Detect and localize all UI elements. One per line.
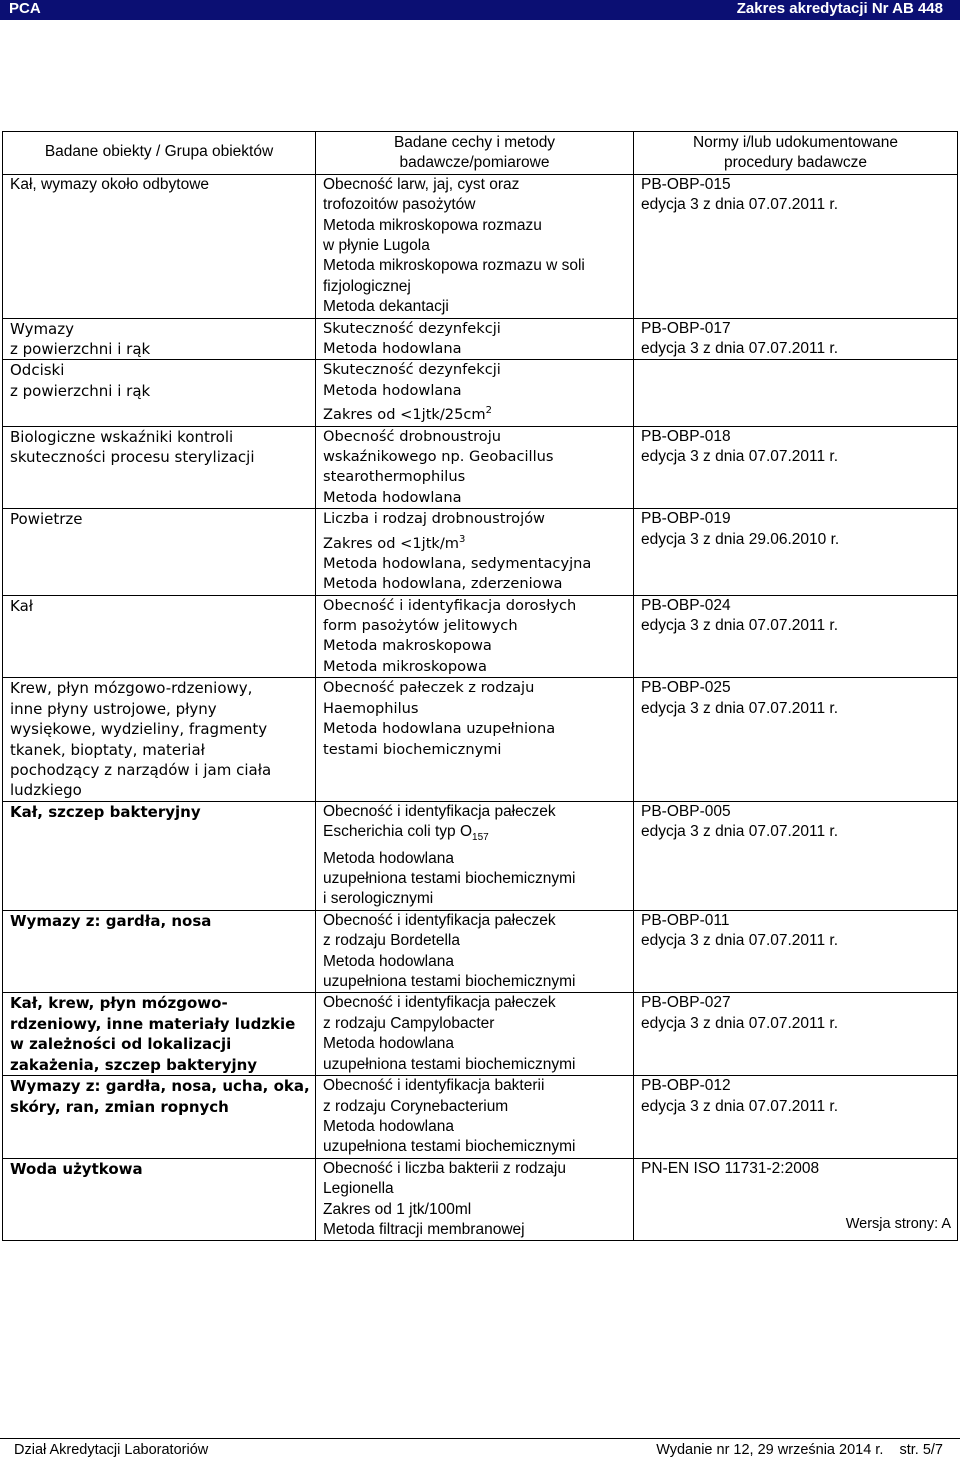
cell-text: PB-OBP-005 [641, 802, 731, 820]
cell-line [10, 780, 315, 800]
cell-text: uzupełniona testami biochemicznymi [323, 973, 576, 991]
cell-line [10, 802, 315, 822]
cell-text: Zakres od <1jtk/m [323, 534, 459, 552]
cell-text: Krew, płyn mózgowo-rdzeniowy, [10, 679, 253, 698]
cell-line [323, 1117, 633, 1137]
cell-text: form pasożytów jelitowych [323, 617, 518, 635]
cell-line [641, 427, 957, 447]
methods-cell [316, 509, 634, 595]
cell-text: Metoda hodowlana uzupełniona [323, 720, 556, 738]
cell-line [10, 1014, 315, 1034]
cell-text: Metoda mikroskopowa rozmazu w soli [323, 257, 585, 275]
cell-line [323, 1179, 633, 1199]
cell-line [10, 1055, 315, 1075]
cell-text: z rodzaju Bordetella [323, 932, 460, 950]
table-row [3, 993, 958, 1076]
cell-text: Liczba i rodzaj drobnoustrojów [323, 510, 545, 528]
cell-text: edycja 3 z dnia 07.07.2011 r. [641, 1097, 839, 1115]
cell-text: skóry, ran, zmian ropnych [10, 1097, 229, 1116]
cell-text: PB-OBP-024 [641, 596, 731, 614]
cell-text: Obecność drobnoustroju [323, 427, 501, 445]
cell-line [323, 1159, 633, 1179]
cell-text: Obecność i identyfikacja pałeczek [323, 911, 556, 929]
cell-text: Metoda mikroskopowa rozmazu [323, 216, 542, 234]
cell-line [323, 401, 633, 425]
table-row [3, 1158, 958, 1241]
cell-line [10, 319, 315, 339]
cell-text: Obecność i liczba bakterii z rodzaju [323, 1159, 566, 1177]
cell-line [323, 931, 633, 951]
cell-text: PB-OBP-012 [641, 1077, 731, 1095]
object-cell [3, 509, 316, 595]
cell-line [323, 277, 633, 297]
cell-line [323, 1014, 633, 1034]
cell-line [323, 636, 633, 656]
cell-line [323, 802, 633, 822]
cell-text: Metoda makroskopowa [323, 637, 492, 655]
page-header [0, 0, 960, 20]
cell-text: PB-OBP-017 [641, 319, 731, 337]
cell-text: edycja 3 z dnia 07.07.2011 r. [641, 340, 839, 358]
cell-text: PB-OBP-019 [641, 510, 731, 528]
cell-line [323, 822, 633, 849]
cell-text: Zakres od <1jtk/25cm [323, 406, 486, 424]
cell-line [323, 256, 633, 276]
cell-text: Metoda hodowlana [323, 952, 454, 970]
cell-text: Haemophilus [323, 699, 419, 717]
object-cell [3, 1158, 316, 1241]
table-row [3, 678, 958, 801]
table-row [3, 318, 958, 360]
cell-line [323, 869, 633, 889]
cell-line [323, 952, 633, 972]
cell-text: Metoda hodowlana [323, 340, 462, 358]
methods-cell [316, 801, 634, 910]
cell-text: wysiękowe, wydzieliny, fragmenty [10, 720, 268, 739]
cell-line [323, 467, 633, 487]
cell-line [323, 972, 633, 992]
cell-line [323, 509, 633, 529]
cell-text: Obecność i identyfikacja pałeczek [323, 994, 556, 1012]
cell-line [323, 360, 633, 380]
cell-line [641, 530, 957, 550]
cell-text: Metoda hodowlana [323, 1035, 454, 1053]
cell-text: Kał [10, 596, 34, 615]
cell-line [323, 1034, 633, 1054]
cell-text: PB-OBP-025 [641, 679, 731, 697]
cell-line [323, 616, 633, 636]
table-row [3, 1076, 958, 1159]
methods-cell [316, 174, 634, 318]
cell-text: z powierzchni i rąk [10, 340, 151, 359]
cell-line [323, 195, 633, 215]
table-header-row [3, 132, 958, 175]
cell-text: edycja 3 z dnia 07.07.2011 r. [641, 1014, 839, 1032]
cell-text: rdzeniowy, inne materiały ludzkie [10, 1014, 296, 1033]
norms-cell [634, 801, 958, 910]
cell-text: Obecność i identyfikacja dorosłych [323, 596, 577, 614]
norms-cell [634, 360, 958, 426]
cell-text: tkanek, bioptaty, materiał [10, 740, 205, 759]
cell-line [323, 699, 633, 719]
cell-text: Obecność i identyfikacja bakterii [323, 1077, 545, 1095]
methods-cell [316, 993, 634, 1076]
cell-text: PB-OBP-018 [641, 427, 731, 445]
norms-cell [634, 426, 958, 509]
cell-line [323, 657, 633, 677]
cell-line [10, 1097, 315, 1117]
cell-line [323, 911, 633, 931]
table-row [3, 509, 958, 595]
cell-line [10, 1076, 315, 1096]
cell-text: Skuteczność dezynfekcji [323, 361, 501, 379]
table-row [3, 595, 958, 678]
cell-line [641, 596, 957, 616]
object-cell [3, 910, 316, 993]
cell-text: edycja 3 z dnia 07.07.2011 r. [641, 447, 839, 465]
object-cell [3, 426, 316, 509]
cell-line [323, 596, 633, 616]
cell-text: uzupełniona testami biochemicznymi [323, 870, 576, 888]
cell-line [323, 447, 633, 467]
cell-text: Metoda hodowlana, sedymentacyjna [323, 554, 592, 572]
column-header-line: Normy i/lub udokumentowane [692, 134, 899, 151]
cell-line [641, 1076, 957, 1096]
cell-line [10, 360, 315, 380]
cell-text: Metoda hodowlana [323, 849, 454, 867]
column-header-line: Badane obiekty / Grupa obiektów [44, 143, 274, 160]
cell-text: Metoda mikroskopowa [323, 657, 487, 675]
object-cell [3, 360, 316, 426]
cell-line [641, 822, 957, 842]
methods-cell [316, 426, 634, 509]
methods-cell [316, 1076, 634, 1159]
object-cell [3, 993, 316, 1076]
cell-line [10, 719, 315, 739]
cell-text: ludzkiego [10, 781, 82, 800]
cell-line [323, 427, 633, 447]
cell-text: Kał, krew, płyn mózgowo- [10, 994, 228, 1013]
cell-text: PB-OBP-027 [641, 994, 731, 1012]
cell-line [323, 889, 633, 909]
cell-text: z rodzaju Corynebacterium [323, 1097, 509, 1115]
cell-line [641, 802, 957, 822]
cell-line [323, 1220, 633, 1240]
cell-line [10, 1159, 315, 1179]
cell-line [641, 699, 957, 719]
cell-text: Skuteczność dezynfekcji [323, 319, 501, 337]
cell-line [641, 616, 957, 636]
object-cell [3, 1076, 316, 1159]
cell-text: trofozoitów pasożytów [323, 196, 476, 214]
cell-text: edycja 3 z dnia 07.07.2011 r. [641, 932, 839, 950]
norms-cell [634, 910, 958, 993]
methods-cell [316, 678, 634, 801]
cell-text: PB-OBP-015 [641, 175, 731, 193]
cell-text: Metoda hodowlana [323, 1117, 454, 1135]
table-row [3, 174, 958, 318]
cell-text: Metoda hodowlana, zderzeniowa [323, 575, 563, 593]
cell-line [323, 554, 633, 574]
cell-line [323, 319, 633, 339]
cell-text: uzupełniona testami biochemicznymi [323, 1055, 576, 1073]
cell-line [641, 1159, 957, 1179]
cell-text: Wymazy z: gardła, nosa, ucha, oka, [10, 1077, 310, 1096]
norms-cell [634, 174, 958, 318]
cell-line [10, 596, 315, 616]
cell-text: Obecność pałeczek z rodzaju [323, 679, 535, 697]
cell-line [641, 339, 957, 359]
cell-line [323, 216, 633, 236]
norms-cell [634, 318, 958, 360]
cell-text: z rodzaju Campylobacter [323, 1014, 495, 1032]
norms-cell [634, 993, 958, 1076]
cell-text: Metoda filtracji membranowej [323, 1220, 525, 1238]
cell-line [10, 339, 315, 359]
cell-line [323, 1076, 633, 1096]
column-header-methods [316, 132, 634, 175]
cell-text: Zakres od 1 jtk/100ml [323, 1200, 472, 1218]
methods-cell [316, 360, 634, 426]
cell-text: inne płyny ustrojowe, płyny [10, 699, 217, 718]
cell-line [641, 1014, 957, 1034]
cell-line [323, 849, 633, 869]
cell-text: w zależności od lokalizacji [10, 1035, 232, 1054]
cell-line [641, 678, 957, 698]
cell-text: Wymazy [10, 319, 74, 338]
superscript: 3 [459, 533, 466, 545]
cell-line [641, 195, 957, 215]
cell-line [323, 1055, 633, 1075]
cell-line [641, 509, 957, 529]
cell-line [641, 1097, 957, 1117]
cell-text: Escherichia coli typ O [323, 823, 473, 841]
cell-text: Kał, wymazy około odbytowe [10, 175, 210, 193]
page-version: Wersja strony: A [845, 1216, 951, 1232]
cell-text: wskaźnikowego np. Geobacillus [323, 447, 554, 465]
norms-cell [634, 678, 958, 801]
methods-cell [316, 595, 634, 678]
cell-line [10, 1034, 315, 1054]
norms-cell [634, 595, 958, 678]
cell-line [10, 175, 315, 195]
footer-left: Dział Akredytacji Laboratoriów [14, 1442, 209, 1458]
cell-text: Metoda hodowlana [323, 381, 462, 399]
object-cell [3, 801, 316, 910]
cell-text: edycja 3 z dnia 07.07.2011 r. [641, 617, 839, 635]
cell-line [323, 175, 633, 195]
cell-text: z powierzchni i rąk [10, 381, 151, 400]
object-cell [3, 174, 316, 318]
cell-text: skuteczności procesu sterylizacji [10, 447, 255, 466]
cell-line [10, 427, 315, 447]
cell-line [10, 993, 315, 1013]
table-row [3, 801, 958, 910]
cell-text: Obecność i identyfikacja pałeczek [323, 802, 556, 820]
cell-text: PN-EN ISO 11731-2:2008 [641, 1159, 820, 1177]
cell-line [641, 175, 957, 195]
subscript: 157 [472, 832, 489, 844]
cell-text: Biologiczne wskaźniki kontroli [10, 427, 234, 446]
cell-text: zakażenia, szczep bakteryjny [10, 1055, 258, 1074]
cell-text: Kał, szczep bakteryjny [10, 802, 201, 821]
cell-text: Wymazy z: gardła, nosa [10, 911, 212, 930]
cell-text: Metoda dekantacji [323, 298, 449, 316]
accreditation-table [2, 131, 958, 1241]
cell-line [10, 509, 315, 529]
cell-text: Woda użytkowa [10, 1159, 143, 1178]
cell-text: Legionella [323, 1180, 394, 1198]
table-row [3, 360, 958, 426]
cell-text: i serologicznymi [323, 890, 434, 908]
cell-text: edycja 3 z dnia 07.07.2011 r. [641, 196, 839, 214]
cell-line [323, 236, 633, 256]
column-header-line: Badane cechy i metody [393, 134, 556, 151]
cell-line [323, 1200, 633, 1220]
cell-line [323, 1137, 633, 1157]
cell-line [10, 381, 315, 401]
cell-line [10, 699, 315, 719]
object-cell [3, 318, 316, 360]
header-right: Zakres akredytacji Nr AB 448 [736, 0, 943, 17]
cell-line [10, 760, 315, 780]
methods-cell [316, 1158, 634, 1241]
cell-line [323, 381, 633, 401]
column-header-line: badawcze/pomiarowe [399, 154, 550, 172]
cell-line [641, 319, 957, 339]
cell-line [10, 678, 315, 698]
cell-line [323, 678, 633, 698]
cell-text: Powietrze [10, 510, 83, 529]
cell-text: testami biochemicznymi [323, 740, 502, 758]
norms-cell [634, 1076, 958, 1159]
cell-line [323, 719, 633, 739]
cell-line [641, 911, 957, 931]
cell-line [10, 911, 315, 931]
cell-line [641, 993, 957, 1013]
cell-line [323, 740, 633, 760]
column-header-objects [3, 132, 316, 175]
methods-cell [316, 318, 634, 360]
cell-line [323, 530, 633, 554]
page-footer [0, 1438, 960, 1460]
cell-text: edycja 3 z dnia 07.07.2011 r. [641, 699, 839, 717]
cell-line [641, 447, 957, 467]
cell-text: pochodzący z narządów i jam ciała [10, 760, 272, 779]
cell-line [323, 339, 633, 359]
table-row [3, 910, 958, 993]
cell-text: Metoda hodowlana [323, 488, 462, 506]
superscript: 2 [485, 405, 492, 417]
cell-line [323, 574, 633, 594]
cell-text: stearothermophilus [323, 468, 466, 486]
cell-text: Odciski [10, 361, 65, 380]
cell-line [323, 297, 633, 317]
table-row [3, 426, 958, 509]
cell-text: uzupełniona testami biochemicznymi [323, 1138, 576, 1156]
cell-line [10, 447, 315, 467]
cell-text: PB-OBP-011 [641, 911, 730, 929]
methods-cell [316, 910, 634, 993]
cell-line [323, 1097, 633, 1117]
cell-line [323, 488, 633, 508]
footer-right: Wydanie nr 12, 29 września 2014 r. str. 5/7 [656, 1442, 943, 1458]
cell-line [323, 993, 633, 1013]
header-left: PCA [9, 0, 41, 17]
cell-text: Obecność larw, jaj, cyst oraz [323, 175, 520, 193]
norms-cell [634, 509, 958, 595]
cell-text: fizjologicznej [323, 277, 411, 295]
cell-text: edycja 3 z dnia 07.07.2011 r. [641, 823, 839, 841]
column-header-norms [634, 132, 958, 175]
cell-text: w płynie Lugola [323, 237, 430, 255]
cell-line [641, 931, 957, 951]
cell-line [10, 740, 315, 760]
cell-text: edycja 3 z dnia 29.06.2010 r. [641, 530, 840, 548]
object-cell [3, 595, 316, 678]
object-cell [3, 678, 316, 801]
column-header-line: procedury badawcze [723, 154, 868, 172]
